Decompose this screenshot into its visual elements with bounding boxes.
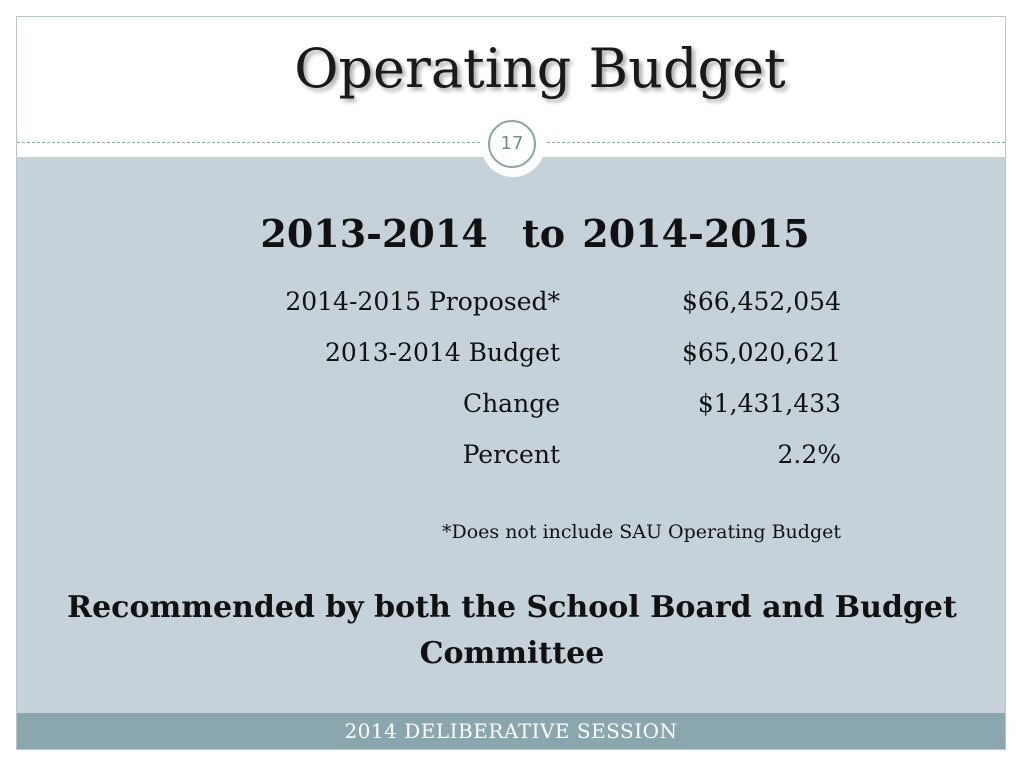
footnote: *Does not include SAU Operating Budget (441, 521, 841, 543)
row-value: $66,452,054 (681, 287, 841, 316)
page-number: 17 (488, 120, 536, 168)
budget-row-percent (17, 440, 1005, 491)
budget-row-proposed (17, 287, 1005, 338)
slide (16, 16, 1006, 750)
page-number-badge (481, 113, 545, 177)
slide-subtitle: 2013-2014 to 2014-2015 (260, 211, 810, 256)
slide-content (17, 157, 1005, 715)
budget-row-change (17, 389, 1005, 440)
row-label: Change (462, 389, 560, 418)
row-label: Percent (462, 440, 560, 469)
budget-row-budget (17, 338, 1005, 389)
slide-title: Operating Budget (294, 37, 786, 100)
row-value: 2.2% (777, 440, 841, 469)
recommendation-text: Recommended by both the School Board and Budget Committee (67, 590, 957, 671)
slide-footer: 2014 DELIBERATIVE SESSION (17, 713, 1005, 749)
budget-table (17, 287, 1005, 491)
row-label: 2013-2014 Budget (325, 338, 560, 367)
row-value: $65,020,621 (681, 338, 841, 367)
row-label: 2014-2015 Proposed* (285, 287, 560, 316)
row-value: $1,431,433 (697, 389, 841, 418)
